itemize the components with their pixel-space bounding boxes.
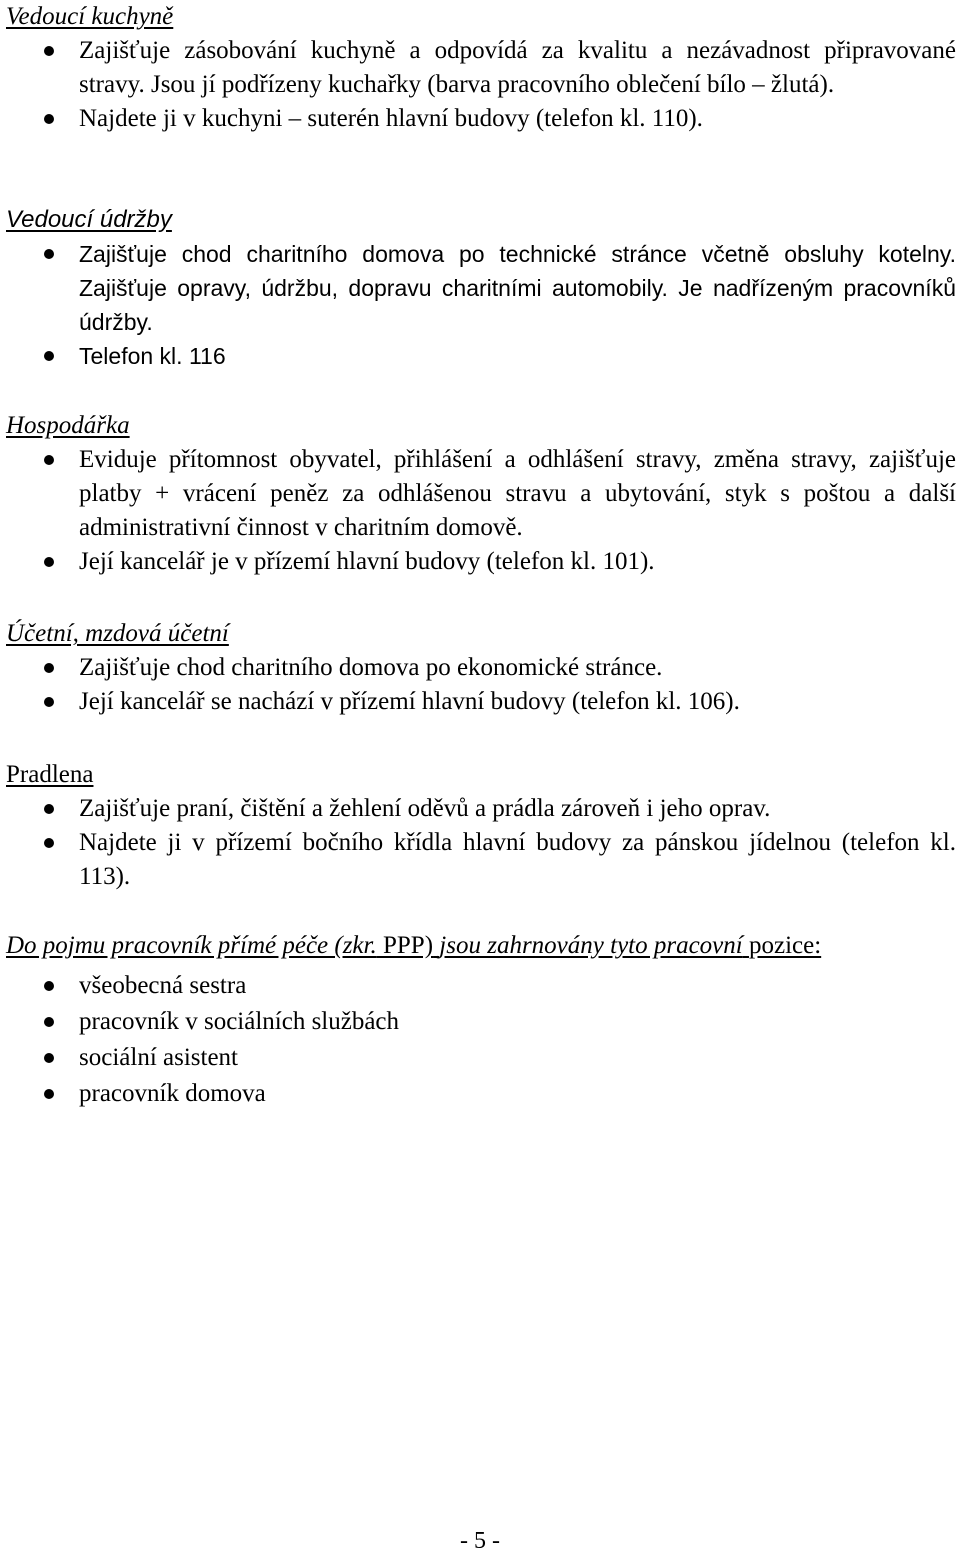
section-ppp bbox=[6, 928, 956, 1112]
bullet-icon bbox=[44, 838, 54, 848]
bullet-icon bbox=[44, 1089, 54, 1099]
ppp-heading-part3: jsou zahrnovány tyto pracovní bbox=[439, 932, 743, 959]
list-item-text: Najdete ji v přízemí bočního křídla hlavní budovy za pánskou jídelnou (telefon kl. 113). bbox=[79, 829, 956, 890]
list-item bbox=[6, 34, 956, 102]
bullet-icon bbox=[44, 351, 54, 361]
ppp-heading-part4: pozice: bbox=[748, 932, 822, 959]
section-hospodarka bbox=[6, 409, 956, 579]
list-item bbox=[6, 339, 956, 373]
list-item bbox=[6, 443, 956, 545]
bullet-list bbox=[6, 34, 956, 136]
list-item bbox=[6, 1076, 956, 1112]
bullet-list bbox=[6, 237, 956, 373]
bullet-list bbox=[6, 443, 956, 579]
list-item-text: všeobecná sestra bbox=[79, 972, 247, 999]
bullet-icon bbox=[44, 1053, 54, 1063]
list-item bbox=[6, 968, 956, 1004]
list-item bbox=[6, 651, 740, 685]
bullet-list bbox=[6, 651, 740, 719]
list-item-text: pracovník v sociálních službách bbox=[79, 1008, 400, 1035]
list-item bbox=[6, 685, 740, 719]
bullet-icon bbox=[44, 663, 54, 673]
list-item-text: Zajišťuje praní, čištění a žehlení oděvů a prádla zároveň i jeho oprav. bbox=[79, 795, 771, 822]
bullet-icon bbox=[44, 249, 54, 259]
bullet-icon bbox=[44, 1017, 54, 1027]
page-number: - 5 - bbox=[460, 1528, 500, 1554]
section-vedouci-udrzby bbox=[6, 203, 956, 373]
list-item-text: Telefon kl. 116 bbox=[79, 343, 226, 369]
list-item bbox=[6, 545, 956, 579]
list-item-text: Zajišťuje chod charitního domova po technické stránce včetně obsluhy kotelny. Zajišťuje opravy, údržbu, dopravu charitními automobily. Je nadřízeným pracovníků údržby. bbox=[79, 241, 956, 335]
list-item bbox=[6, 1004, 956, 1040]
ppp-heading bbox=[6, 928, 956, 964]
section-vedouci-kuchyne bbox=[6, 0, 956, 136]
bullet-icon bbox=[44, 114, 54, 124]
list-item-text: Zajišťuje chod charitního domova po ekonomické stránce. bbox=[79, 654, 663, 681]
bullet-icon bbox=[44, 46, 54, 56]
list-item-text: Její kancelář se nachází v přízemí hlavní budovy (telefon kl. 106). bbox=[79, 688, 740, 715]
list-item-text: pracovník domova bbox=[79, 1080, 266, 1107]
list-item bbox=[6, 102, 956, 136]
bullet-icon bbox=[44, 697, 54, 707]
list-item bbox=[6, 237, 956, 339]
section-ucetni bbox=[6, 617, 740, 719]
bullet-list bbox=[6, 792, 956, 894]
bullet-icon bbox=[44, 557, 54, 567]
section-heading: Vedoucí kuchyně bbox=[6, 3, 174, 30]
list-item bbox=[6, 826, 956, 894]
section-heading: Účetní, mzdová účetní bbox=[6, 620, 229, 647]
bullet-icon bbox=[44, 455, 54, 465]
ppp-heading-part1: Do pojmu pracovník přímé péče (zkr. bbox=[6, 932, 377, 959]
list-item bbox=[6, 792, 956, 826]
section-heading: Pradlena bbox=[6, 761, 94, 788]
section-heading: Vedoucí údržby bbox=[6, 206, 172, 233]
list-item-text: Zajišťuje zásobování kuchyně a odpovídá za kvalitu a nezávadnost připravované stravy. Jsou jí podřízeny kuchařky (barva pracovního oblečení bílo – žlutá). bbox=[79, 37, 956, 98]
ppp-heading-part2: PPP) bbox=[383, 932, 434, 959]
section-heading: Hospodářka bbox=[6, 412, 130, 439]
bullet-icon bbox=[44, 804, 54, 814]
list-item-text: Eviduje přítomnost obyvatel, přihlášení a odhlášení stravy, změna stravy, zajišťuje platby + vrácení peněz za odhlášenou stravu a ubytování, styk s poštou a další administrativní činnost v charitním domově. bbox=[79, 446, 956, 541]
section-pradlena bbox=[6, 758, 956, 894]
list-item-text: sociální asistent bbox=[79, 1044, 238, 1071]
list-item-text: Její kancelář je v přízemí hlavní budovy (telefon kl. 101). bbox=[79, 548, 655, 575]
bullet-icon bbox=[44, 981, 54, 991]
list-item-text: Najdete ji v kuchyni – suterén hlavní budovy (telefon kl. 110). bbox=[79, 105, 703, 132]
list-item bbox=[6, 1040, 956, 1076]
bullet-list bbox=[6, 968, 956, 1112]
